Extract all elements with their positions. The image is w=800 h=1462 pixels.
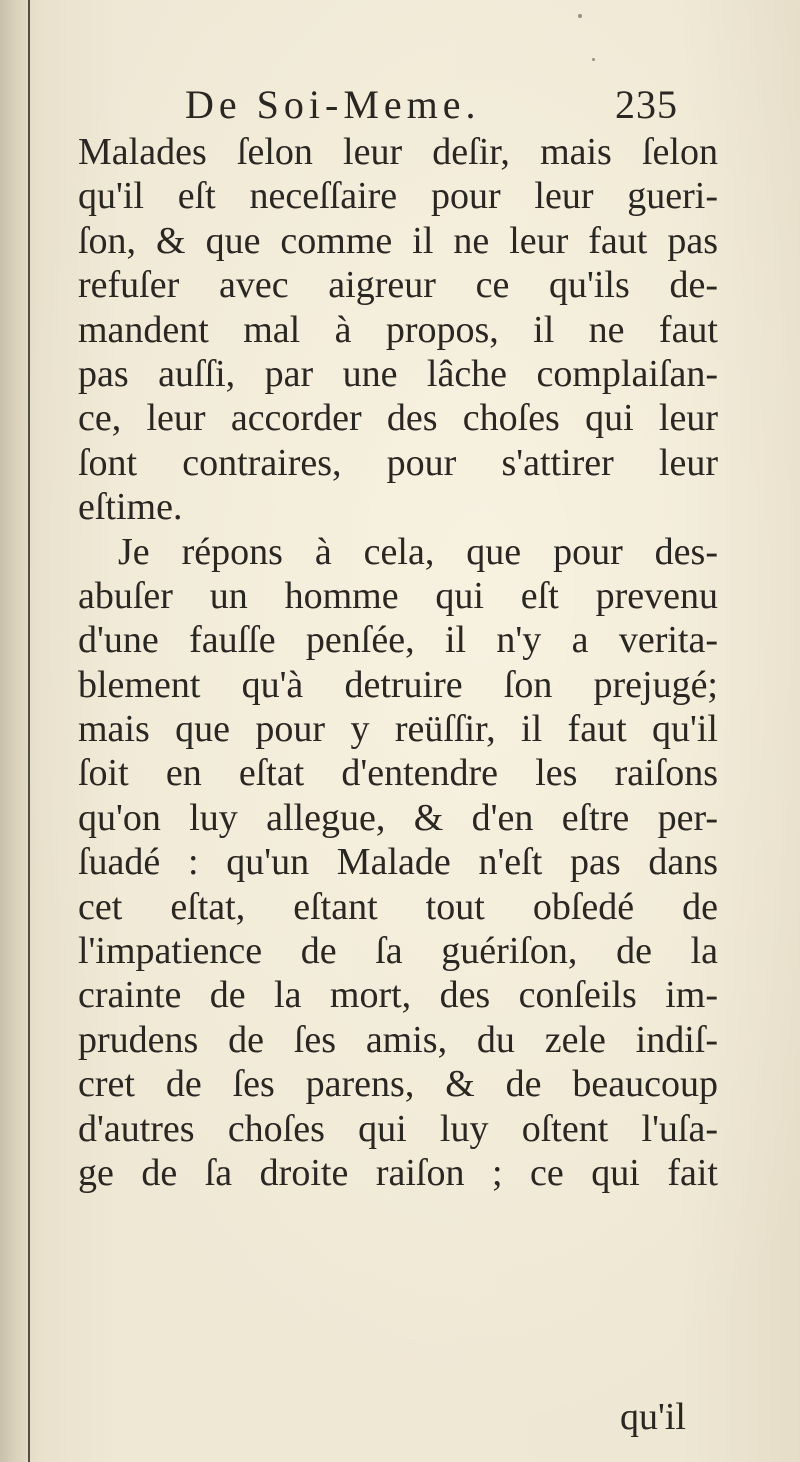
text-line: mandent mal à propos, il ne faut [78, 308, 718, 351]
text-line: d'une fauſſe penſée, il n'y a verita- [78, 619, 718, 662]
page-gutter-shadow [0, 0, 30, 1462]
paper-speck [592, 58, 595, 61]
catchword: qu'il [620, 1396, 686, 1438]
text-line: Je répons à cela, que pour des- [118, 530, 718, 573]
text-line: cet eſtat, eſtant tout obſedé de [78, 885, 718, 928]
text-line: refuſer avec aigreur ce qu'ils de- [78, 264, 718, 307]
text-line: prudens de ſes amis, du zele indiſ- [78, 1018, 718, 1061]
paper-speck [578, 14, 582, 18]
text-line: l'impatience de ſa guériſon, de la [78, 930, 718, 973]
text-line: ſoit en eſtat d'entendre les raiſons [78, 752, 718, 795]
binding-edge-line [28, 0, 30, 1462]
running-head-title: De Soi-Meme. [185, 82, 481, 127]
text-line: qu'on luy allegue, & d'en eſtre per- [78, 796, 718, 839]
running-head [185, 80, 685, 130]
text-line: pas auſſi, par une lâche complaiſan- [78, 352, 718, 395]
text-line: ſont contraires, pour s'attirer leur [78, 441, 718, 484]
text-line: blement qu'à detruire ſon prejugé; [78, 663, 718, 706]
text-line: ſon, & que comme il ne leur faut pas [78, 219, 718, 262]
text-line: eſtime. [78, 486, 183, 529]
text-line: cret de ſes parens, & de beaucoup [78, 1063, 718, 1106]
text-line: mais que pour y reüſſir, il faut qu'il [78, 708, 718, 751]
text-line: ge de ſa droite raiſon ; ce qui fait [78, 1151, 718, 1194]
text-line: ſuadé : qu'un Malade n'eſt pas dans [78, 841, 718, 884]
text-line: qu'il eſt neceſſaire pour leur gueri- [78, 175, 718, 218]
text-line: Malades ſelon leur deſir, mais ſelon [78, 131, 718, 173]
text-line: ce, leur accorder des choſes qui leur [78, 397, 718, 440]
text-line: crainte de la mort, des conſeils im- [78, 974, 718, 1017]
body-text [78, 130, 718, 1195]
page-number: 235 [615, 82, 678, 127]
text-line: d'autres choſes qui luy oſtent l'uſa- [78, 1107, 718, 1150]
text-line: abuſer un homme qui eſt prevenu [78, 574, 718, 617]
